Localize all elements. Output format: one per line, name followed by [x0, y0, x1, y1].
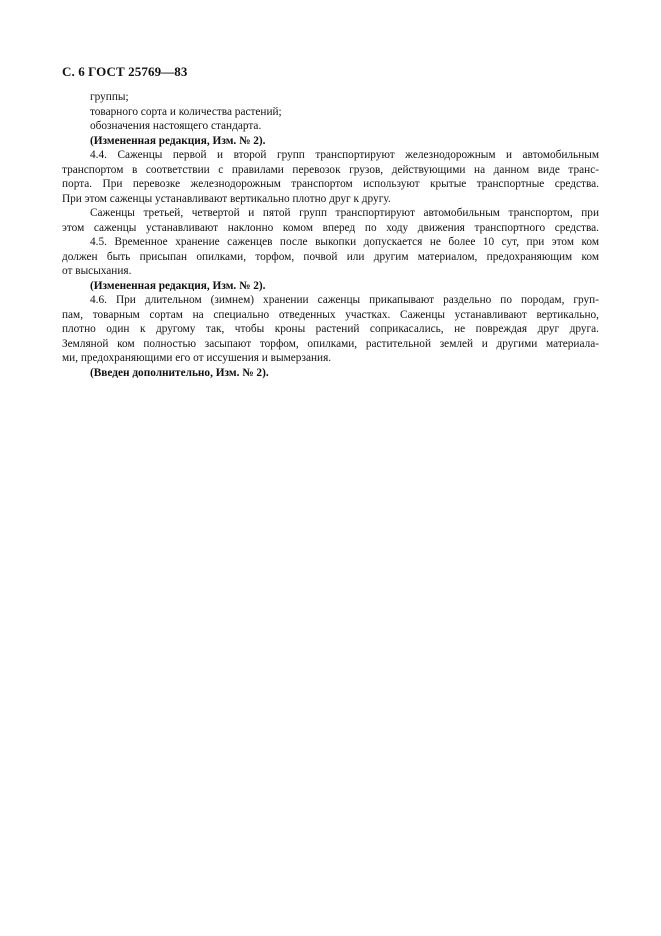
text-line: ми, предохраняющими его от иссушения и вымерзания.	[62, 352, 332, 364]
page-header: С. 6 ГОСТ 25769—83	[62, 64, 188, 79]
text-line: должен быть присыпан опилками, торфом, почвой или другим материалом, предохраняющим ком	[62, 250, 599, 263]
text-line: Земляной ком полностью засыпают торфом, опилками, растительной землей и другими материала-	[62, 337, 599, 350]
text-line: пам, товарным сортам на специально отведенных участках. Саженцы устанавливают вертикально,	[62, 308, 599, 321]
revision-note: (Введен дополнительно, Изм. № 2).	[90, 366, 269, 379]
text-line: этом саженцы устанавливают наклонно комом вперед по ходу движения транспортного средства.	[62, 221, 599, 234]
text-line: обозначения настоящего стандарта.	[90, 120, 262, 132]
text-line: группы;	[90, 91, 129, 103]
revision-note: (Измененная редакция, Изм. № 2).	[90, 279, 266, 292]
revision-note: (Измененная редакция, Изм. № 2).	[90, 134, 266, 147]
text-line: от высыхания.	[62, 265, 132, 277]
text-line: порта. При перевозке железнодорожным транспортом используют крытые транспортные средства.	[62, 178, 599, 190]
text-line: товарного сорта и количества растений;	[90, 105, 282, 118]
document-body	[62, 90, 599, 380]
text-line: плотно один к другому так, чтобы кроны растений соприкасались, не повреждая друг друга.	[62, 323, 599, 335]
text-line: При этом саженцы устанавливают вертикально плотно друг к другу.	[62, 192, 391, 205]
text-line: 4.4. Саженцы первой и второй групп транспортируют железнодорожным и автомобильным	[90, 149, 599, 161]
text-line: Саженцы третьей, четвертой и пятой групп транспортируют автомобильным транспортом, при	[90, 207, 599, 219]
text-line: 4.6. При длительном (зимнем) хранении саженцы прикапывают раздельно по породам, груп-	[90, 294, 599, 306]
text-line: транспортом в соответствии с правилами перевозок грузов, действующими на данном виде транс-	[62, 163, 599, 176]
text-line: 4.5. Временное хранение саженцев после выкопки допускается не более 10 сут, при этом ком	[90, 236, 599, 248]
